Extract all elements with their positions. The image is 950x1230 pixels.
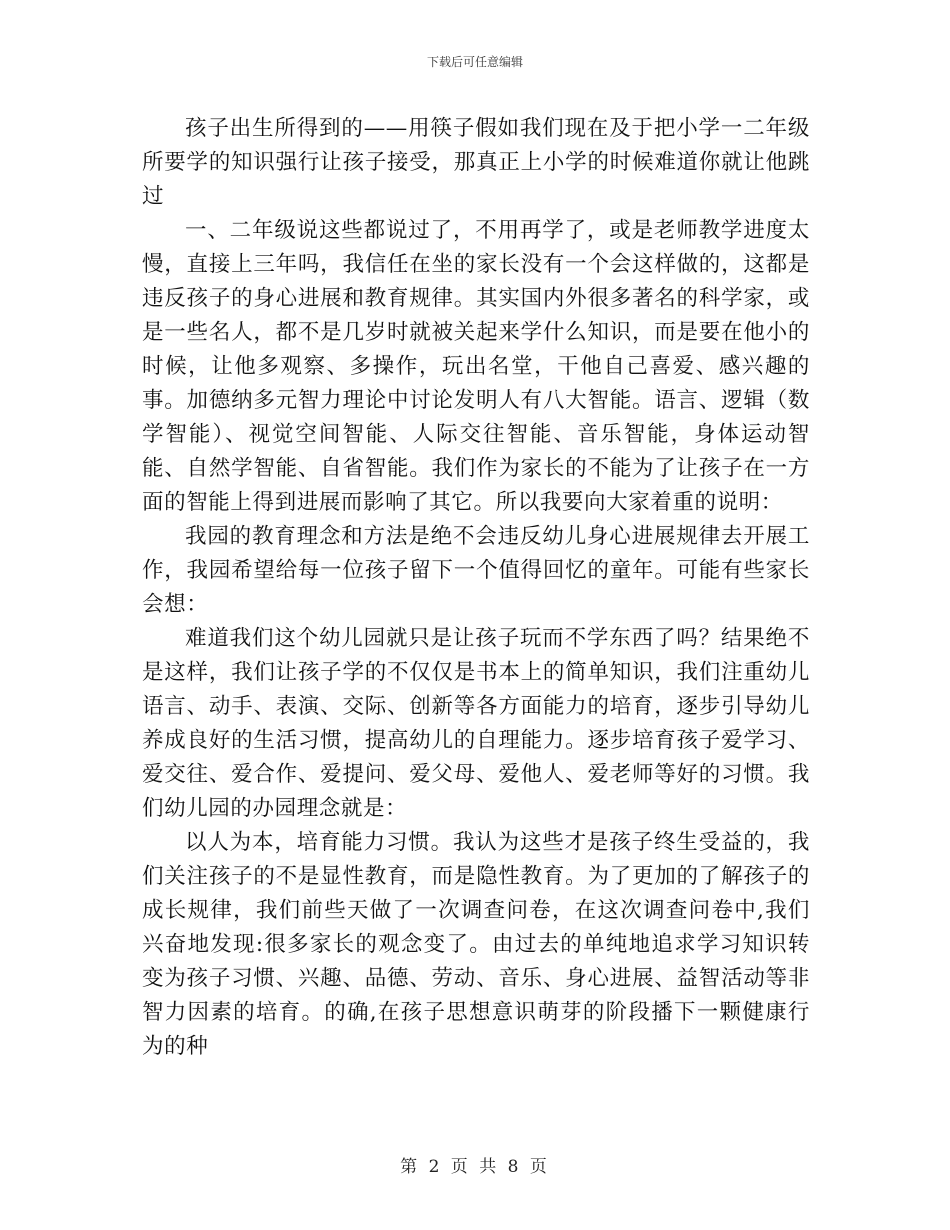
paragraph-2: 一、二年级说这些都说过了，不用再学了，或是老师教学进度太慢，直接上三年吗，我信任在坐的家长没有一个会这样做的，这都是违反孩子的身心进展和教育规律。其实国内外很多著名的科学家，或是一些名人，都不是几岁时就被关起来学什么知识，而是要在他小的时候，让他多观察、多操作，玩出名堂，干他自己喜爱、感兴趣的事。加德纳多元智力理论中讨论发明人有八大智能。语言、逻辑（数学智能）、视觉空间智能、人际交往智能、音乐智能，身体运动智能、自然学智能、自省智能。我们作为家长的不能为了让孩子在一方面的智能上得到进展而影响了其它。所以我要向大家着重的说明：	[142, 218, 810, 515]
paragraph-1: 孩子出生所得到的——用筷子假如我们现在及于把小学一二年级所要学的知识强行让孩子接受，那真正上小学的时候难道你就让他跳过	[142, 116, 810, 209]
page-footer: 第 2 页 共 8 页	[400, 1157, 550, 1177]
page-header: 下载后可任意编辑	[426, 55, 523, 69]
document-body	[142, 112, 810, 1064]
paragraph-3: 我园的教育理念和方法是绝不会违反幼儿身心进展规律去开展工作，我园希望给每一位孩子留下一个值得回忆的童年。可能有些家长会想：	[142, 524, 810, 617]
paragraph-4: 难道我们这个幼儿园就只是让孩子玩而不学东西了吗？结果绝不是这样，我们让孩子学的不仅仅是书本上的简单知识，我们注重幼儿语言、动手、表演、交际、创新等各方面能力的培育，逐步引导幼儿养成良好的生活习惯，提高幼儿的自理能力。逐步培育孩子爱学习、爱交往、爱合作、爱提问、爱父母、爱他人、爱老师等好的习惯。我们幼儿园的办园理念就是：	[142, 626, 810, 821]
paragraph-5: 以人为本，培育能力习惯。我认为这些才是孩子终生受益的，我们关注孩子的不是显性教育，而是隐性教育。为了更加的了解孩子的成长规律，我们前些天做了一次调查问卷，在这次调查问卷中,我们兴奋地发现:很多家长的观念变了。由过去的单纯地追求学习知识转变为孩子习惯、兴趣、品德、劳动、音乐、身心进展、益智活动等非智力因素的培育。的确,在孩子思想意识萌芽的阶段播下一颗健康行为的种	[142, 830, 810, 1059]
